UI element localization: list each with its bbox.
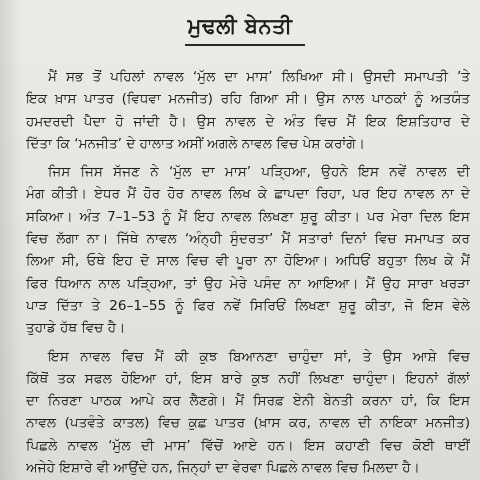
text-line: ਮੈਂ ਸਭ ਤੋਂ ਪਹਿਲਾਂ ਨਾਵਲ ‘ਮੁੱਲ ਦਾ ਮਾਸ’ ਲਿਖਿਆ ਸੀ। ਉਸਦੀ ਸਮਾਪਤੀ ’ਤੇ — [48, 69, 470, 85]
text-line: ਜਿਸ ਜਿਸ ਸੱਜਣ ਨੇ ‘ਮੁੱਲ ਦਾ ਮਾਸ’ ਪੜ੍ਹਿਆ, ਉਹਨੇ ਇਸ ਨਵੇਂ ਨਾਵਲ ਦੀ — [48, 164, 470, 181]
text-line: ਸਕਿਆ। ਅੰਤ 7–1–53 ਨੂੰ ਮੈਂ ਇਹ ਨਾਵਲ ਲਿਖਣਾ ਸ਼ੁਰੂ ਕੀਤਾ। ਪਰ ਮੇਰਾ ਦਿਲ ਇਸ — [26, 208, 470, 225]
text-line: ਦਿੱਤਾ ਕਿ ‘ਮਨਜੀਤ’ ਦੇ ਹਾਲਾਤ ਅਸੀਂ ਅਗਲੇ ਨਾਵਲ ਵਿਚ ਪੇਸ਼ ਕਰਾਂਗੇ। — [26, 135, 365, 152]
text-line: ਫਿਰ ਧਿਆਨ ਨਾਲ ਪੜ੍ਹਿਆ, ਤਾਂ ਉਹ ਮੇਰੇ ਪਸੰਦ ਨਾ ਆਇਆ। ਮੈਂ ਉਹ ਸਾਰਾ ਖਰੜਾ — [26, 275, 470, 292]
text-line: ਅਜੇਹੇ ਇਸ਼ਾਰੇ ਵੀ ਆਉਂਦੇ ਹਨ, ਜਿਨ੍ਹਾਂ ਦਾ ਵੇਰਵਾ ਪਿਛਲੇ ਨਾਵਲ ਵਿਚ ਮਿਲਦਾ ਹੈ। — [26, 460, 420, 477]
text-line: ਇਸ ਨਾਵਲ ਵਿਚ ਮੈਂ ਕੀ ਕੁਝ ਬਿਆਨਣਾ ਚਾਹੁੰਦਾ ਸਾਂ, ਤੇ ਉਸ ਆਸ਼ੇ ਵਿਚ — [48, 348, 470, 365]
paragraph-1 — [26, 66, 470, 155]
text-line: ਦਾ ਨਿਰਣਾ ਪਾਠਕ ਆਪੇ ਕਰ ਲੈਣਗੇ। ਮੈਂ ਸਿਰਫ਼ ਏਨੀ ਬੇਨਤੀ ਕਰਨਾ ਹਾਂ, ਕਿ ਇਸ — [26, 393, 470, 410]
text-line: ਵਿਚ ਲੱਗਾ ਨਾ। ਜਿੱਥੇ ਨਾਵਲ ‘ਅੰਨ੍ਹੀ ਸੁੰਦਰਤਾ’ ਮੈਂ ਸਤਾਰਾਂ ਦਿਨਾਂ ਵਿਚ ਸਮਾਪਤ ਕਰ — [26, 231, 470, 248]
text-line: ਲਿਆ ਸੀ, ਓਥੇ ਇਹ ਦੋ ਸਾਲ ਵਿਚ ਵੀ ਪੂਰਾ ਨਾ ਹੋਇਆ। ਅਧਿਓਂ ਬਹੁਤਾ ਲਿਖ ਕੇ ਮੈਂ — [26, 253, 470, 270]
text-line: ਪਾੜ ਦਿੱਤਾ ਤੇ 26–1–55 ਨੂੰ ਫਿਰ ਨਵੇਂ ਸਿਰਿਓਂ ਲਿਖਣਾ ਸ਼ੁਰੂ ਕੀਤਾ, ਜੋ ਇਸ ਵੇਲੇ — [26, 297, 470, 314]
text-line: ਪਿਛਲੇ ਨਾਵਲ ‘ਮੁੱਲ ਦੀ ਮਾਸ’ ਵਿੱਚੋਂ ਆਏ ਹਨ। ਇਸ ਕਹਾਣੀ ਵਿਚ ਕੋਈ ਥਾਈਂ — [26, 437, 470, 454]
paragraph-3 — [26, 346, 470, 480]
page-heading: ਮੁਢਲੀ ਬੇਨਤੀ — [187, 14, 293, 38]
text-line: ਮੰਗ ਕੀਤੀ। ਏਧਰ ਮੈਂ ਹੋਰ ਹੋਰ ਨਾਵਲ ਲਿਖ ਕੇ ਛਾਪਦਾ ਰਿਹਾ, ਪਰ ਇਹ ਨਾਵਲ ਨਾ ਦੇ — [26, 186, 470, 203]
text-line: ਇਕ ਖ਼ਾਸ ਪਾਤਰ (ਵਿਧਵਾ ਮਨਜੀਤ) ਰਹਿ ਗਿਆ ਸੀ। ਉਸ ਨਾਲ ਪਾਠਕਾਂ ਨੂੰ ਅਤਯੰਤ — [26, 91, 470, 108]
text-line: ਕਿੱਥੋਂ ਤਕ ਸਫਲ ਹੋਇਆ ਹਾਂ, ਇਸ ਬਾਰੇ ਕੁਝ ਨਹੀਂ ਲਿਖਣਾ ਚਾਹੁੰਦਾ। ਇਹਨਾਂ ਗੱਲਾਂ — [26, 370, 470, 387]
paragraph-2 — [26, 161, 470, 339]
page-body — [26, 66, 470, 480]
heading-underline — [185, 44, 305, 46]
text-line: ਤੁਹਾਡੇ ਹੱਥ ਵਿਚ ਹੈ। — [26, 320, 126, 337]
text-line: ਨਾਵਲ (ਪਤਵੰਤੇ ਕਾਤਲ) ਵਿਚ ਕੁਛ ਪਾਤਰ (ਖ਼ਾਸ ਕਰ, ਨਾਵਲ ਦੀ ਨਾਇਕਾ ਮਨਜੀਤ) — [26, 415, 470, 432]
text-line: ਹਮਦਰਦੀ ਪੈਦਾ ਹੋ ਜਾਂਦੀ ਹੈ। ਉਸ ਨਾਵਲ ਦੇ ਅੰਤ ਵਿਚ ਮੈਂ ਇਕ ਇਸ਼ਤਿਹਾਰ ਦੇ — [26, 113, 470, 130]
